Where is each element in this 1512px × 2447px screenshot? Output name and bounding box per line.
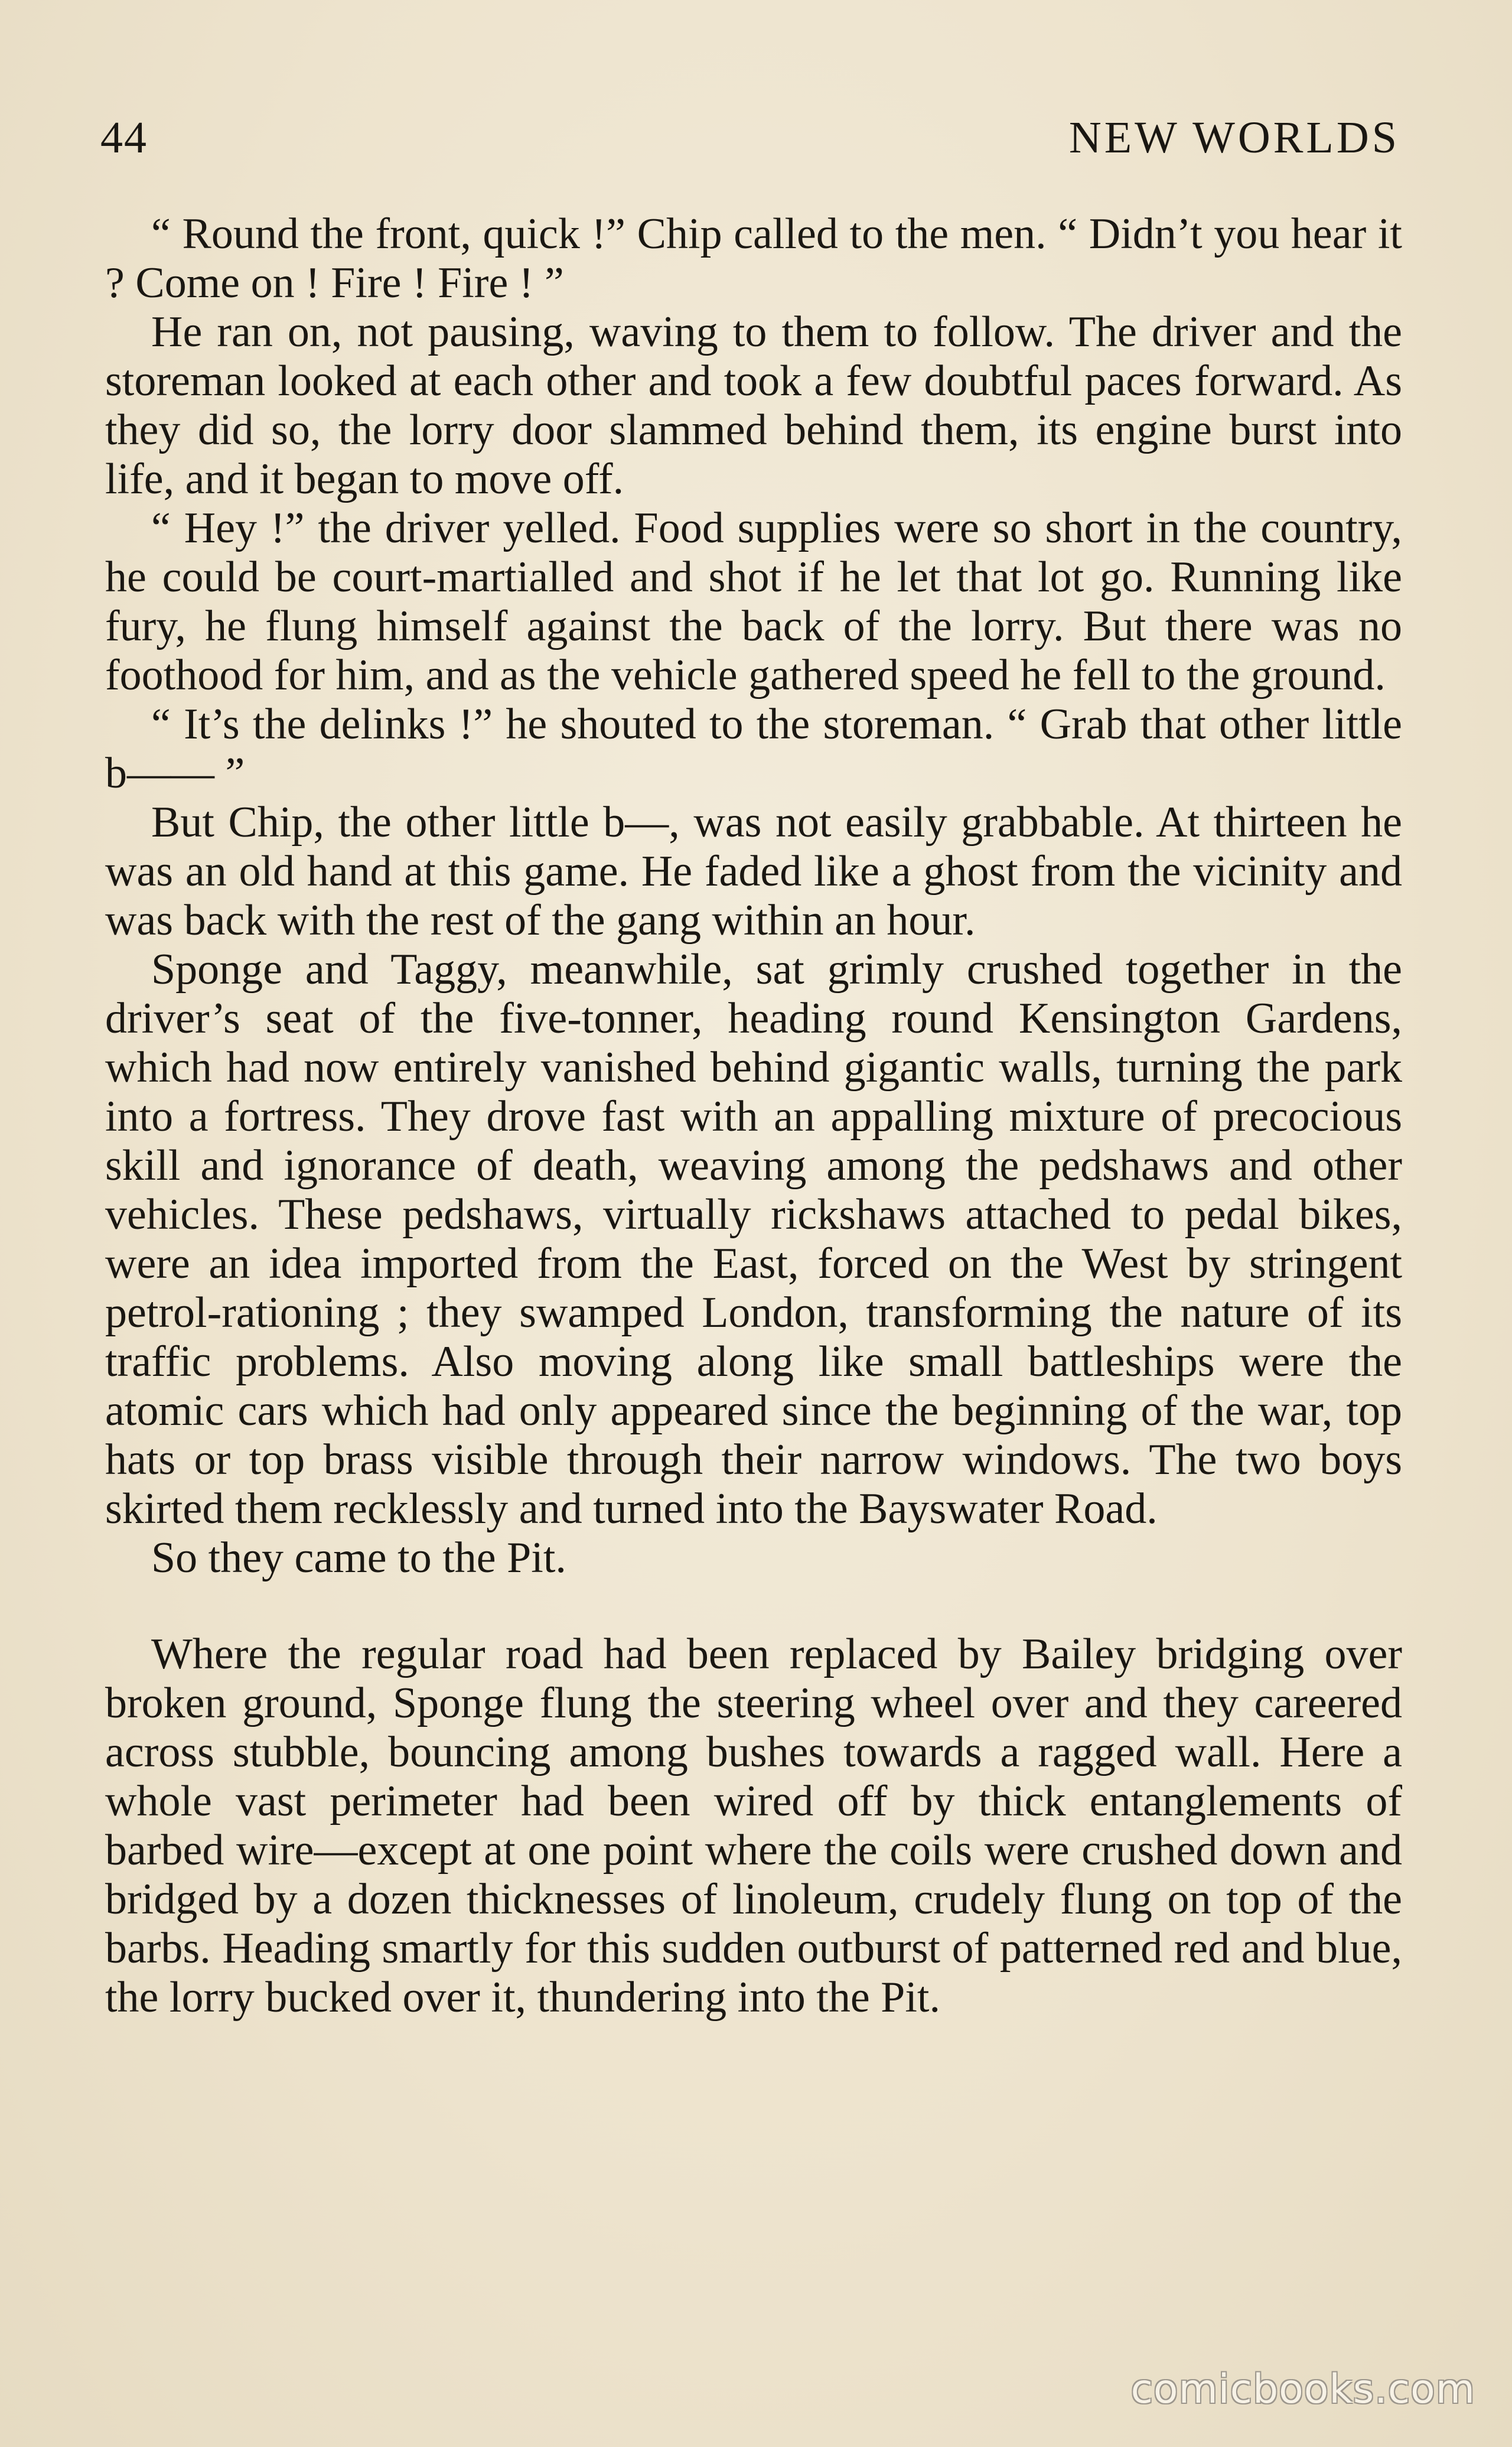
paragraph-8: Where the regular road had been replaced by Bailey bridging over broken ground, Sponge flung the steering wheel over and they careered across stubble, bouncing among bushes towards a ragged wall. Here a whole vast perimeter had been wired off by thick entanglements of barbed wire—except at one point where the coils were crushed down and bridged by a dozen thicknesses of linoleum, crudely flung on top of the barbs. Heading smartly for this sudden outburst of patterned red and blue, the lorry bucked over it, thundering into the Pit. bbox=[105, 1630, 1402, 2022]
paragraph-5: But Chip, the other little b—, was not easily grabbable. At thirteen he was an old hand at this game. He faded like a ghost from the vicinity and was back with the rest of the gang within an hour. bbox=[105, 798, 1402, 945]
paragraph-4: “ It’s the delinks !” he shouted to the storeman. “ Grab that other little b—— ” bbox=[105, 700, 1402, 798]
paragraph-7: So they came to the Pit. bbox=[151, 1534, 566, 1582]
body-text bbox=[105, 210, 1402, 2022]
section-break bbox=[105, 1583, 1402, 1630]
running-head bbox=[100, 112, 1400, 171]
page-number: 44 bbox=[100, 113, 148, 162]
paragraph-6: Sponge and Taggy, meanwhile, sat grimly crushed together in the driver’s seat of the five-tonner, heading round Kensington Gardens, which had now entirely vanished behind gigantic walls, turning the park into a fortress. They drove fast with an appalling mixture of precocious skill and ignorance of death, weaving among the pedshaws and other vehicles. These pedshaws, virtually rickshaws attached to pedal bikes, were an idea imported from the East, forced on the West by stringent petrol-rationing ; they swamped London, transforming the nature of its traffic problems. Also moving along like small battleships were the atomic cars which had only appeared since the beginning of the war, top hats or top brass visible through their narrow windows. The two boys skirted them recklessly and turned into the Bayswater Road. bbox=[105, 945, 1402, 1533]
watermark: comicbooks.com bbox=[1130, 2366, 1475, 2413]
paragraph-1: “ Round the front, quick !” Chip called to the men. “ Didn’t you hear it ? Come on ! Fire ! Fire ! ” bbox=[105, 210, 1402, 307]
paragraph-3: “ Hey !” the driver yelled. Food supplies were so short in the country, he could be court-martialled and shot if he let that lot go. Running like fury, he flung himself against the back of the lorry. But there was no foothood for him, and as the vehicle gathered speed he fell to the ground. bbox=[105, 504, 1402, 699]
running-title: NEW WORLDS bbox=[1068, 113, 1400, 162]
paragraph-2: He ran on, not pausing, waving to them to follow. The driver and the storeman looked at each other and took a few doubtful paces forward. As they did so, the lorry door slammed behind them, its engine burst into life, and it began to move off. bbox=[105, 308, 1402, 503]
